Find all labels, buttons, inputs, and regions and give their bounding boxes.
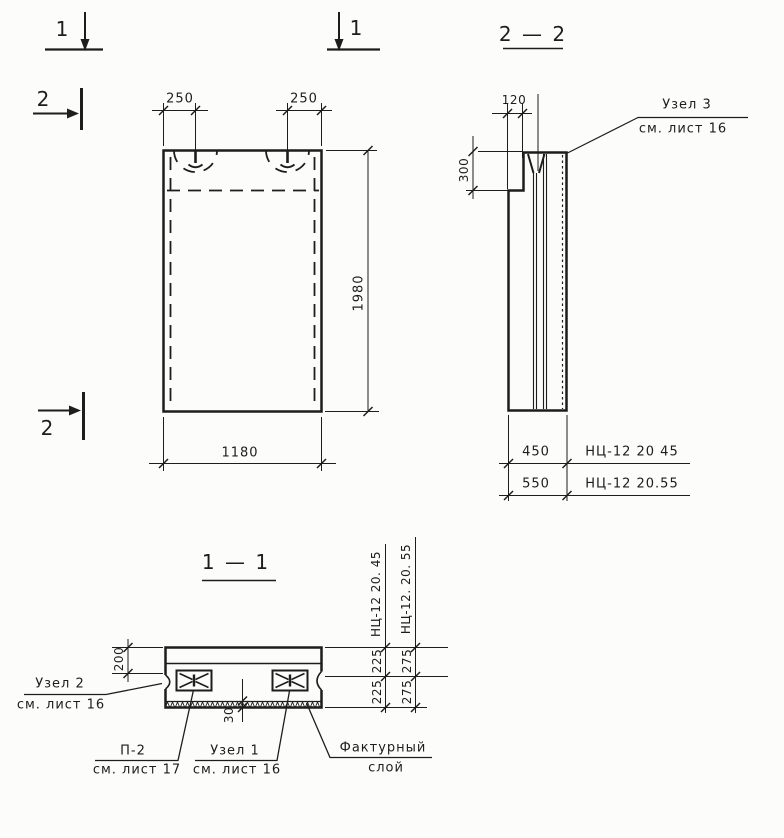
side-view-dimensions: [466, 94, 690, 501]
cut2-top-label: 2: [36, 87, 52, 111]
dim-275-upper: 275: [400, 648, 414, 674]
channel-insert-left: [177, 671, 212, 691]
dim-120: 120: [501, 93, 527, 107]
edge-notch-right: [317, 672, 322, 691]
dim-450: 450: [522, 444, 550, 460]
facing-label-line1: Фактурный: [339, 740, 427, 756]
node2-title: Узел 2: [35, 676, 85, 692]
edge-notch-left: [166, 675, 170, 689]
dim-200: 200: [112, 646, 126, 672]
side-view-title: 2 — 2: [498, 22, 568, 46]
channel-insert-right: [273, 671, 308, 691]
dim-275-lower: 275: [400, 679, 414, 705]
dim-250-left: 250: [166, 91, 194, 107]
node3-title: Узел 3: [662, 97, 712, 113]
panel-mark-chain-1: НЦ-12 20. 45: [369, 551, 383, 637]
node3-ref: см. лист 16: [638, 121, 728, 137]
panel-mark-450: НЦ-12 20 45: [585, 444, 679, 460]
section-view-title: 1 — 1: [201, 550, 271, 574]
dim-1180: 1180: [221, 445, 259, 461]
dim-225-upper: 225: [370, 648, 384, 674]
node2-ref: см. лист 16: [16, 697, 106, 713]
section-dimensions: [112, 537, 448, 722]
dim-225-lower: 225: [370, 679, 384, 705]
p2-title: П-2: [120, 743, 146, 759]
p2-ref: см. лист 17: [92, 762, 182, 778]
dim-1980: 1980: [351, 274, 367, 312]
panel-mark-550: НЦ-12 20.55: [585, 476, 679, 492]
facing-label-line2: слой: [368, 760, 404, 776]
dim-250-right: 250: [290, 91, 318, 107]
cut-marker-1-left: [45, 12, 103, 51]
node1-title: Узел 1: [210, 743, 260, 759]
dim-30: 30: [222, 706, 236, 724]
dim-300: 300: [457, 157, 471, 183]
cut1-right-label: 1: [349, 16, 365, 40]
side-view-outline: [509, 153, 567, 411]
panel-mark-chain-2: НЦ-12. 20. 55: [399, 543, 413, 635]
side-view-layers: [528, 154, 563, 409]
front-view-dimensions: [149, 103, 379, 471]
front-view-hidden-edges: [167, 157, 319, 407]
cut2-bottom-label: 2: [40, 416, 56, 440]
node1-ref: см. лист 16: [192, 762, 282, 778]
cut1-left-label: 1: [55, 17, 71, 41]
dim-550: 550: [522, 476, 550, 492]
